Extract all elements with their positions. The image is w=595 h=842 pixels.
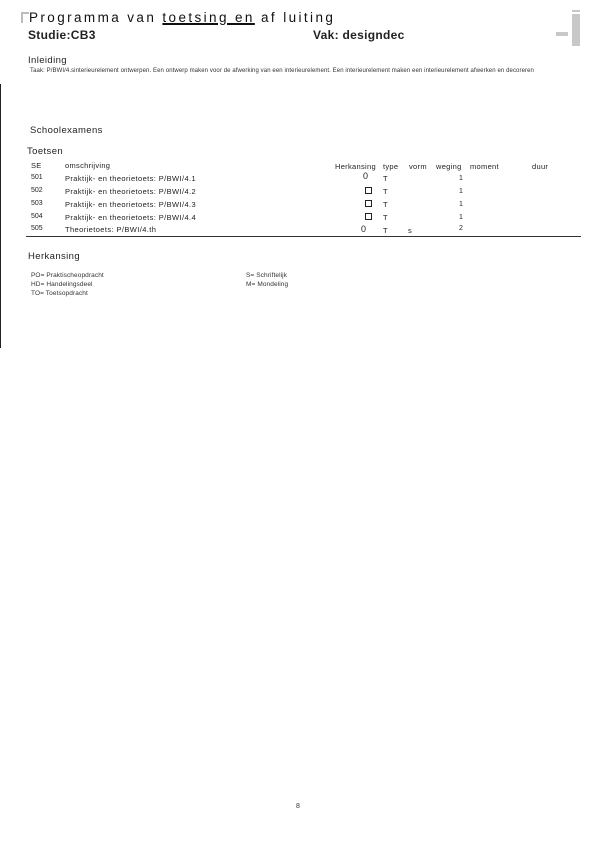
corner-mark-dot (572, 10, 580, 12)
row-weging: 2 (459, 225, 463, 232)
title-underlined: toetsing en (162, 10, 255, 25)
inleiding-text: Taak: P/BWI/4.sinterieurelement ontwerpen. Een ontwerp maken voor de afwerking van een interieurelement. Een interieurelement maken een interieurelement afwerken en decoreren (30, 68, 534, 74)
col-header-duur: duur (532, 162, 549, 171)
row-omschrijving: Theorietoets: P/BWI/4.th (65, 225, 157, 234)
corner-mark-dash (556, 32, 568, 36)
page-title (29, 10, 335, 25)
herkansing-checkbox[interactable] (365, 200, 372, 207)
row-se: 505 (31, 225, 43, 232)
row-weging: 1 (459, 201, 463, 208)
row-weging: 1 (459, 175, 463, 182)
row-type: T (383, 200, 388, 209)
col-header-herkansing: Herkansing (335, 162, 376, 171)
row-omschrijving: Praktijk- en theorietoets: P/BWI/4.1 (65, 174, 197, 183)
col-header-weging: weging (436, 162, 462, 171)
herkansing-zero: 0 (361, 224, 367, 234)
herkansing-zero: 0 (363, 171, 369, 181)
schoolexamens-heading: Schoolexamens (30, 125, 103, 136)
herkansing-checkbox[interactable] (365, 213, 372, 220)
herkansing-heading: Herkansing (28, 251, 81, 262)
row-vorm: s (408, 226, 413, 235)
studie-label: Studie:CB3 (28, 28, 96, 42)
legend-item: M= Mondeling (246, 281, 289, 288)
legend-item: HD= Handelingsdeel (31, 281, 93, 288)
herkansing-checkbox[interactable] (365, 187, 372, 194)
toetsen-heading: Toetsen (27, 146, 64, 157)
row-omschrijving: Praktijk- en theorietoets: P/BWI/4.2 (65, 187, 197, 196)
corner-bracket-top-left (21, 12, 29, 23)
col-header-se: SE (31, 161, 42, 170)
row-se: 502 (31, 187, 43, 194)
row-weging: 1 (459, 188, 463, 195)
legend-item: PO= Praktischeopdracht (31, 272, 104, 279)
col-header-vorm: vorm (409, 162, 427, 171)
row-omschrijving: Praktijk- en theorietoets: P/BWI/4.3 (65, 200, 197, 209)
row-type: T (383, 213, 388, 222)
row-se: 501 (31, 174, 43, 181)
row-type: T (383, 174, 388, 183)
legend-item: TO= Toetsopdracht (31, 290, 88, 297)
col-header-type: type (383, 162, 399, 171)
corner-mark-bar (572, 14, 580, 46)
table-bottom-rule (26, 236, 581, 237)
row-type: T (383, 226, 388, 235)
row-omschrijving: Praktijk- en theorietoets: P/BWI/4.4 (65, 213, 197, 222)
vak-label: Vak: designdec (313, 28, 405, 42)
row-weging: 1 (459, 214, 463, 221)
title-prefix: Programma van (29, 10, 163, 25)
legend-item: S= Schriftelijk (246, 272, 288, 279)
title-suffix: af luiting (254, 10, 336, 25)
left-margin-line (0, 84, 1, 348)
row-type: T (383, 187, 388, 196)
col-header-moment: moment (470, 162, 499, 171)
inleiding-heading: Inleiding (28, 55, 67, 66)
col-header-omschrijving: omschrijving (65, 161, 111, 170)
row-se: 504 (31, 213, 43, 220)
page-number: 8 (296, 803, 300, 810)
row-se: 503 (31, 200, 43, 207)
